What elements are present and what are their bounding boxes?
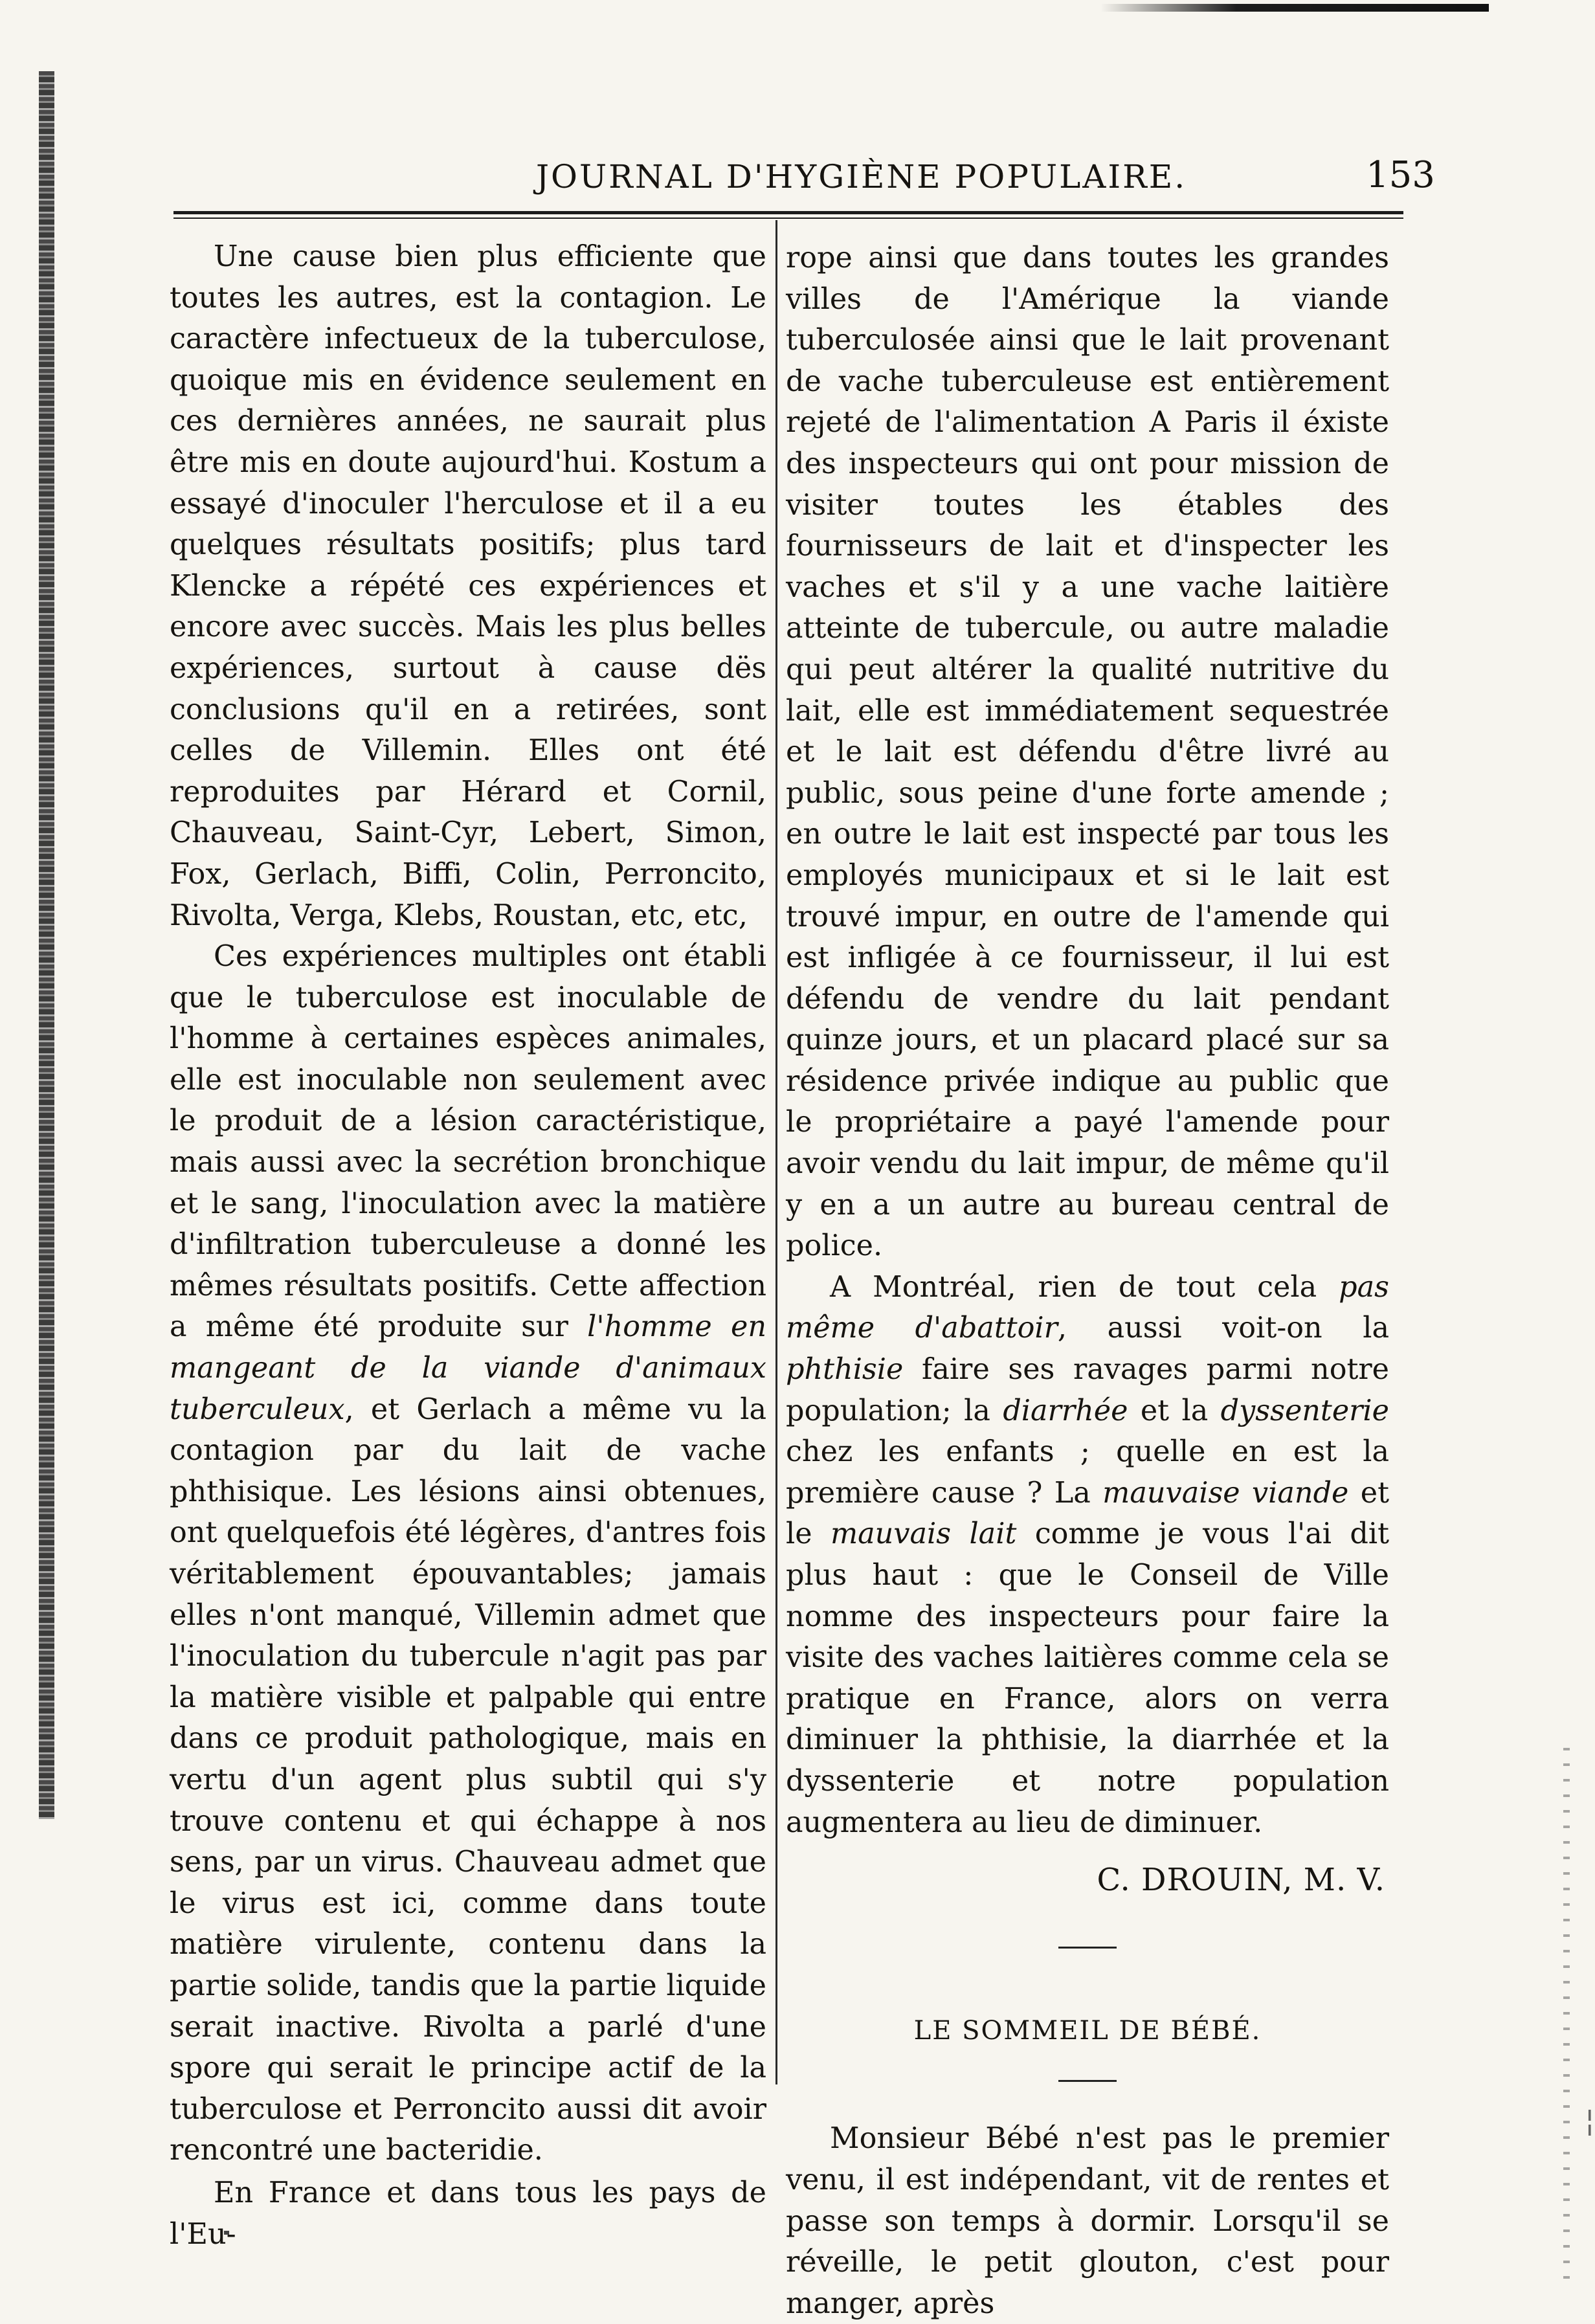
paragraph-text: et la bbox=[1140, 1394, 1209, 1427]
left-column bbox=[170, 236, 766, 2255]
paragraph bbox=[786, 1267, 1389, 1843]
binding-edge bbox=[39, 71, 54, 1819]
right-column bbox=[786, 238, 1389, 2324]
paragraph-text: A Montréal, rien de tout cela bbox=[830, 1270, 1317, 1304]
paragraph-text: et le bbox=[786, 1476, 1389, 1551]
page-number: 153 bbox=[1366, 154, 1435, 196]
paragraph-text: chez les enfants ; quelle en est la première cause ? La bbox=[786, 1435, 1389, 1510]
paragraph: Une cause bien plus efficiente que toutes les autres, est la contagion. Le caractère infectueux de la tuberculose, quoique mis en évidence seulement en ces dernières années, ne saurait plus être mis en doute aujourd'hui. Kostum a essayé d'inoculer l'herculose et il a eu quelques résultats positifs; plus tard Klencke a répété ces expériences et encore avec succès. Mais les plus belles expériences, surtout à cause dës conclusions qu'il en a retirées, sont celles de Villemin. Elles ont été reproduites par Hérard et Cornil, Chauveau, Saint-Cyr, Lebert, Simon, Fox, Gerlach, Biffi, Colin, Perroncito, Rivolta, Verga, Klebs, Roustan, etc, etc, bbox=[170, 240, 766, 932]
article-title: LE SOMMEIL DE BÉBÉ. bbox=[913, 2015, 1262, 2046]
top-scan-mark bbox=[1100, 4, 1489, 12]
header-rule bbox=[173, 211, 1403, 214]
paragraph bbox=[170, 936, 766, 2171]
paragraph: rope ainsi que dans toutes les grandes villes de l'Amérique la viande tuberculosée ainsi que le lait provenant de vache tuberculeuse est entièrement rejeté de l'alimentation A Paris il éxiste des inspecteurs qui ont pour mission de visiter toutes les étables des fournisseurs de lait et d'inspecter les vaches et s'il y a une vache laitière atteinte de tubercule, ou autre maladie qui peut altérer la qualité nutritive du lait, elle est immédiatement sequestrée et le lait est défendu d'être livré au public, sous peine d'une forte amende ; en outre le lait est inspecté par tous les employés municipaux et si le lait est trouvé impur, en outre de l'amende qui est infligée à ce fournisseur, il lui est défendu de vendre du lait pendant quinze jours, et un placard placé sur sa résidence privée indique au public que le propriétaire a payé l'amende pour avoir vendu du lait impur, de même qu'il y en a un autre au bureau central de police. bbox=[786, 241, 1389, 1263]
italic-phrase: phthisie bbox=[786, 1353, 904, 1387]
paragraph-text: faire ses ravages parmi notre population; la bbox=[786, 1353, 1389, 1427]
italic-phrase: diarrhée bbox=[1003, 1394, 1128, 1427]
paragraph: En France et dans tous les pays de l'Eu- bbox=[170, 2176, 766, 2251]
paragraph: Monsieur Bébé n'est pas le premier venu, il est indépendant, vit de rentes et passe son temps à dormir. Lorsqu'il se réveille, le petit glouton, c'est pour manger, après bbox=[786, 2122, 1389, 2320]
running-head bbox=[0, 154, 1593, 199]
italic-phrase: mauvais lait bbox=[830, 1517, 1017, 1551]
page-edge-dots bbox=[1563, 1748, 1570, 2279]
title-divider bbox=[1058, 2080, 1117, 2082]
page-edge-mark: ¦ bbox=[1585, 2103, 1595, 2138]
paragraph-text: , aussi voit-on la bbox=[1057, 1312, 1389, 1345]
paragraph-text: , et Gerlach a même vu la contagion par du lait de vache phthisique. Les lésions ainsi obtenues, ont quelquefois été légères, d'antres fois véritablement épouvantables; jamais elles n'ont manqué, Villemin admet que l'inoculation du tubercule n'agit pas par la matière visible et palpable qui entre dans ce produit pathologique, mais en vertu d'un agent plus subtil qui s'y trouve contenu et qui échappe à nos sens, par un virus. Chauveau admet que le virus est ici, comme dans toute matière virulente, contenu dans la partie solide, tandis que la partie liquide serait inactive. Rivolta a parlé d'une spore qui serait le principe actif de la tuberculose et Perroncito aussi dit avoir rencontré une bacteridie. bbox=[170, 1392, 766, 2167]
header-rule-thin bbox=[173, 218, 1403, 219]
italic-phrase: dyssenterie bbox=[1220, 1394, 1389, 1427]
section-divider bbox=[1058, 1947, 1117, 1949]
column-rule bbox=[775, 220, 777, 2084]
italic-phrase: pas même d'abattoir bbox=[786, 1270, 1389, 1345]
paragraph-text: comme je vous l'ai dit plus haut : que le Conseil de Ville nomme des inspecteurs pour faire la visite des vaches laitières comme cela se pratique en France, alors on verra diminuer la phthisie, la diarrhée et la dyssenterie et notre population augmentera au lieu de diminuer. bbox=[786, 1517, 1389, 1839]
italic-phrase: l'homme en mangeant de la viande d'animaux tuberculeux bbox=[170, 1310, 766, 1426]
author-signature: C. DROUIN, M. V. bbox=[1097, 1862, 1385, 1899]
italic-phrase: mauvaise viande bbox=[1102, 1476, 1349, 1510]
journal-title: JOURNAL D'HYGIÈNE POPULAIRE. bbox=[536, 158, 1187, 196]
paragraph-text: Ces expériences multiples ont établi que le tuberculose est inoculable de l'homme à certaines espèces animales, elle est inoculable non seulement avec le produit de a lésion caractéristique, mais aussi avec la secrétion bronchique et le sang, l'inoculation avec la matière d'infiltration tuberculeuse a donné les mêmes résultats positifs. Cette affection a même été produite sur bbox=[170, 940, 766, 1344]
